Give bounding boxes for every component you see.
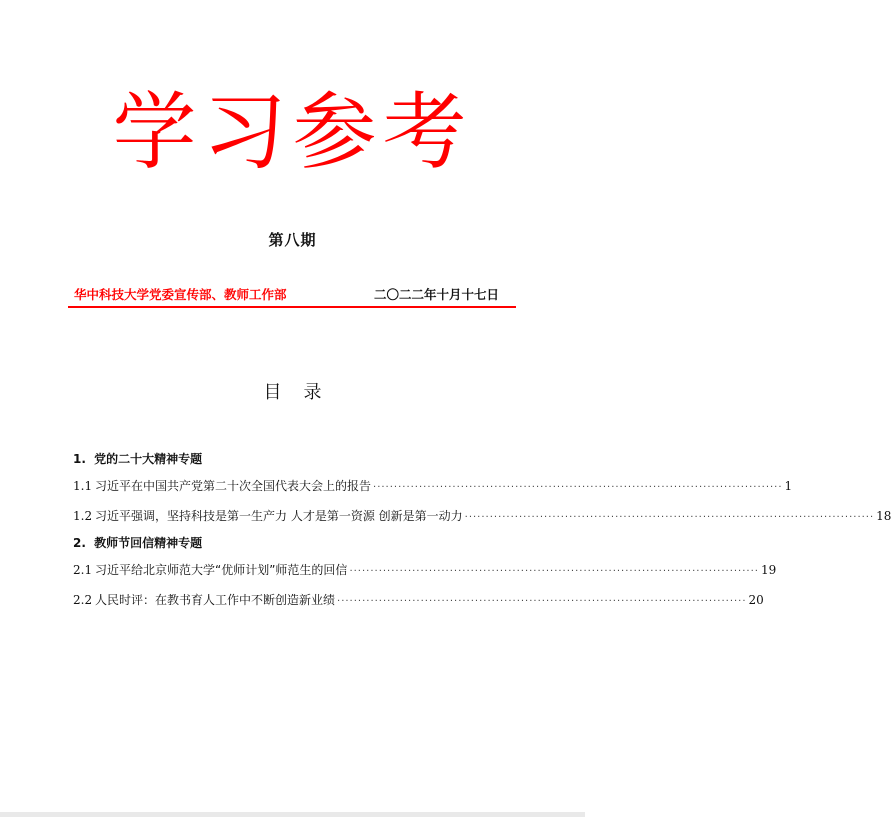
dot-leader: ·································································································· [349,566,759,577]
entry-number: 1.1 [73,479,93,493]
toc-section-2[interactable] [73,531,513,555]
toc-entry-1-1[interactable] [73,471,793,501]
dot-leader: ·································································································· [464,512,875,523]
section-number: 1. [73,452,86,466]
toc-entry-2-1[interactable] [73,555,777,585]
entry-title: 习近平给北京师范大学“优师计划”师范生的回信 [95,563,348,577]
entry-number: 1.2 [73,509,93,523]
header-divider [68,306,516,308]
table-of-contents [73,447,891,615]
entry-number: 2.2 [73,593,93,607]
section-title: 党的二十大精神专题 [94,452,203,466]
publication-date: 二〇二二年十月十七日 [374,287,500,302]
page-edge-shadow [0,812,585,817]
entry-title: 习近平强调，坚持科技是第一生产力 人才是第一资源 创新是第一动力 [95,509,463,523]
entry-title: 习近平在中国共产党第二十次全国代表大会上的报告 [95,479,372,493]
entry-page: 18 [876,509,891,523]
entry-page: 19 [760,563,777,577]
toc-entry-1-2[interactable] [73,501,891,531]
toc-entry-2-2[interactable] [73,585,764,615]
entry-title: 人民时评：在教书育人工作中不断创造新业绩 [95,593,336,607]
section-number: 2. [73,536,86,550]
entry-page: 20 [748,593,764,607]
publisher-name: 华中科技大学党委宣传部、教师工作部 [74,287,287,302]
issue-number: 第八期 [268,231,317,249]
toc-heading: 目录 [263,382,344,403]
masthead-title: 学习参考 [112,83,473,181]
entry-number: 2.1 [73,563,93,577]
section-title: 教师节回信精神专题 [94,536,203,550]
toc-section-1[interactable] [73,447,513,471]
entry-page: 1 [784,479,793,493]
dot-leader: ·································································································· [373,482,783,493]
dot-leader: ·································································································· [337,596,747,607]
